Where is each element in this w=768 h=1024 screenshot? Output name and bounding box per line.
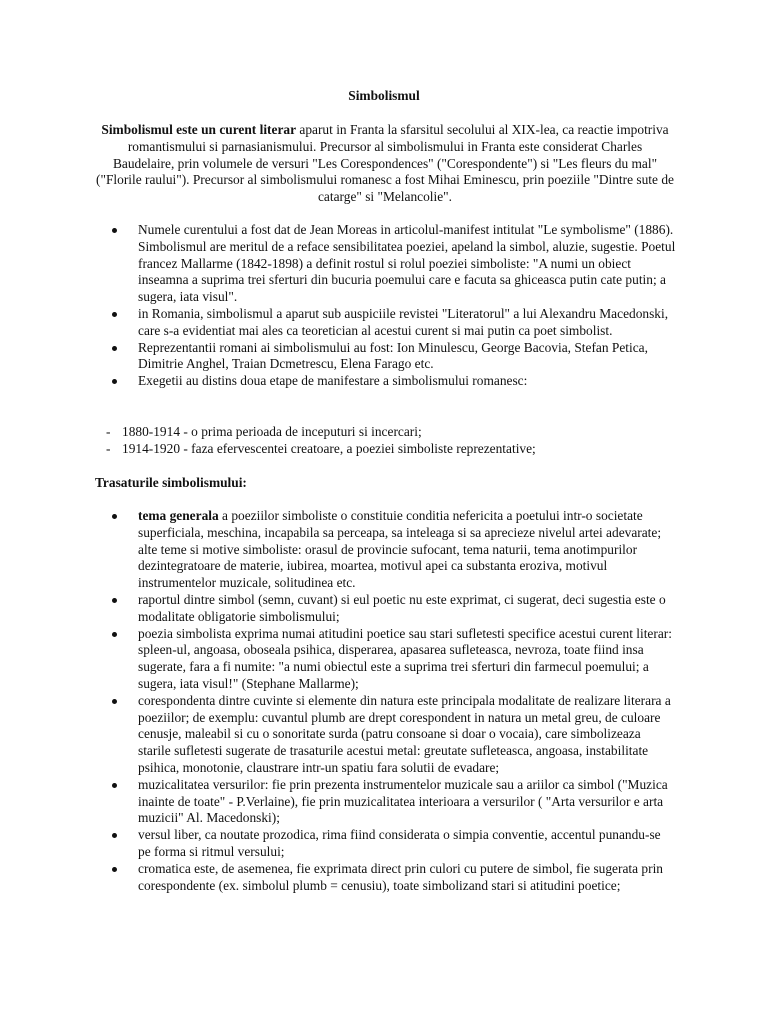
list-item-text: Exegetii au distins doua etape de manifestare a simbolismului romanesc: (138, 373, 528, 389)
list-item (96, 777, 676, 827)
intro-text: aparut in Franta la sfarsitul secolului al XIX-lea, ca reactie impotriva romantismului si parnasianismului. Precursor al simbolismului in Franta este considerat Charles Baudelaire, prin volumele de versuri "Les Corespondences" ("Corespondente") si "Les fleurs du mal" ("Florile raului"). Precursor al simbolismului romanesc a fost Mihai Eminescu, prin poeziile "Dintre sute de catarge" si "Melancolie". (96, 122, 674, 205)
list-item-text: cromatica este, de asemenea, fie exprimata direct prin culori cu putere de simbol, fie sugerata prin corespondente (ex. simbolul plumb = cenusiu), toate simbolizand stari si atitudini poetice; (138, 860, 663, 893)
intro-paragraph (96, 122, 674, 206)
stages-dash-list (104, 424, 704, 458)
list-item-text: raportul dintre simbol (semn, cuvant) si eul poetic nu este exprimat, ci sugerat, deci sugestia este o modalitate obligatorie simbolismului; (138, 591, 666, 624)
list-item-text: 1914-1920 - faza efervescentei creatoare, a poeziei simboliste reprezentative; (122, 440, 536, 456)
list-item-text: corespondenta dintre cuvinte si elemente din natura este principala modalitate de realizare literara a poeziilor; de exemplu: cuvantul plumb are drept corespondent in natura un metal greu, de culoare cenusje, maleabil si cu o sonoritate surda (patru consoane si doar o vocaia), care simbolizeaza starile sufletesti sugerate de trasaturile acestui metal: greutate sufleteasca, angoasa, instabilitate psihica, monotonie, claustrare intr-un spatiu fara solutii de evadare; (138, 692, 671, 775)
list-item-text: poezia simbolista exprima numai atitudini poetice sau stari sufletesti specifice acestui curent literar: spleen-ul, angoasa, oboseala psihica, disperarea, apasarea sufleteasca, nevroza, toate fiind insa sugerate, fara a fi numite: "a numi obiectul este a suprima trei sferturi din farmecul poemului; a sugera, iata visul!" (Stephane Mallarme); (138, 625, 672, 691)
bullet-icon (112, 346, 117, 351)
bullet-icon (112, 312, 117, 317)
bullet-icon (112, 833, 117, 838)
bullet-icon (112, 514, 117, 519)
document-title: Simbolismul (348, 88, 420, 103)
list-item (96, 861, 676, 895)
list-item (96, 693, 676, 777)
list-item-bold-lead: tema generala (138, 508, 219, 523)
list-item (96, 827, 676, 861)
list-item (96, 306, 676, 340)
list-item (96, 626, 676, 693)
list-item-text: in Romania, simbolismul a aparut sub auspiciile revistei "Literatorul" a lui Alexandru Macedonski, care s-a evidentiat mai ales ca teoretician al acestui curent si mai putin ca poet simbolist. (138, 305, 669, 338)
intro-bold-lead: Simbolismul este un curent literar (101, 122, 297, 137)
list-item (96, 222, 676, 306)
list-item-text: Reprezentantii romani ai simbolismului au fost: Ion Minulescu, George Bacovia, Stefan Petica, Dimitrie Anghel, Traian Dcmetrescu, Elena Farago etc. (138, 339, 648, 372)
list-item (104, 441, 704, 458)
list-item-text: muzicalitatea versurilor: fie prin prezenta instrumentelor muzicale sau a ariilor ca simbol ("Muzica inainte de toate" - P.Verlaine), fie prin muzicalitatea interioara a versurilor ( "Arta versurilor e arta muzicii" Al. Macedonski); (138, 776, 668, 826)
bullet-icon (112, 632, 117, 637)
bullet-icon (112, 783, 117, 788)
bullet-icon (112, 867, 117, 872)
list-item (96, 592, 676, 626)
dash-marker: - (106, 424, 111, 439)
list-item (96, 340, 676, 374)
bullet-icon (112, 699, 117, 704)
traits-bullet-list (96, 508, 676, 894)
bullet-icon (112, 379, 117, 384)
list-item (104, 424, 704, 441)
list-item-text: Numele curentului a fost dat de Jean Moreas in articolul-manifest intitulat "Le symbolisme" (1886). Simbolismul are meritul de a reface sensibilitatea poeziei, apeland la simbol, aluzie, sugestie. Poetul francez Mallarme (1842-1898) a definit rostul si rolul poeziei simboliste: "A numi un obiect inseamna a suprima trei sferturi din bucuria poemului care e facuta sa ghiceasca putin cate putin; a sugera, iata visul". (138, 222, 676, 305)
list-item-text: versul liber, ca noutate prozodica, rima fiind considerata o simpia conventie, accentul punandu-se pe forma si ritmul versului; (138, 827, 661, 859)
list-item-text: a poeziilor simboliste o constituie conditia nefericita a poetului intr-o societate superficiala, meschina, incapabila sa perceapa, sa inteleaga si sa aprecieze nivelul artei adevarate; alte teme si motive simboliste: orasul de provincie sufocant, tema naturii, tema anotimpurilor dezintegratoare de materie, iubirea, moartea, motivul apei ca substanta eroziva, motivul instrumentelor muzicale, solitudinea etc. (138, 508, 662, 591)
dash-marker: - (106, 440, 111, 456)
bullet-icon (112, 598, 117, 603)
section-heading: Trasaturile simbolismului: (95, 475, 247, 490)
bullet-icon (112, 228, 117, 233)
overview-bullet-list (96, 222, 676, 390)
list-item (96, 508, 676, 592)
list-item (96, 373, 676, 390)
list-item-text: 1880-1914 - o prima perioada de inceputuri si incercari; (122, 424, 422, 439)
